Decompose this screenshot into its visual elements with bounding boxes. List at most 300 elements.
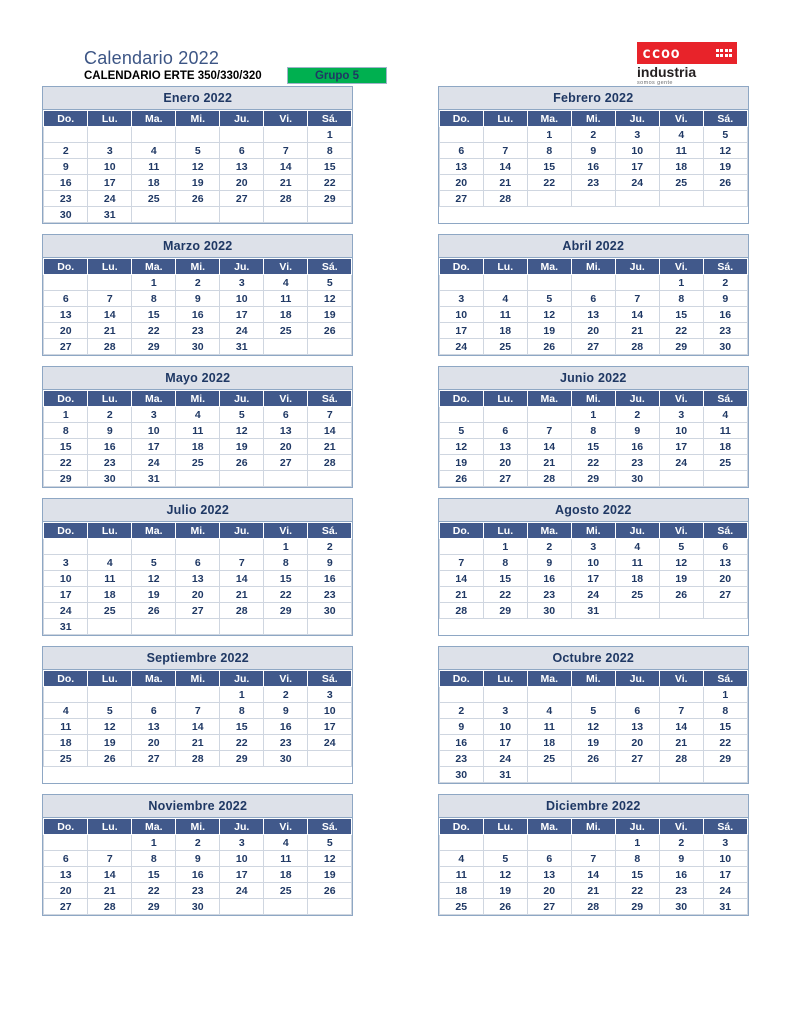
day-cell[interactable]: 15 xyxy=(703,719,747,735)
day-cell[interactable]: 28 xyxy=(176,751,220,767)
day-cell[interactable]: 10 xyxy=(483,719,527,735)
day-cell[interactable]: 30 xyxy=(703,339,747,355)
day-cell[interactable]: 19 xyxy=(659,571,703,587)
day-cell[interactable]: 5 xyxy=(703,127,747,143)
day-cell[interactable]: 14 xyxy=(615,307,659,323)
day-cell[interactable]: 25 xyxy=(439,899,483,915)
day-cell[interactable]: 23 xyxy=(615,455,659,471)
day-cell[interactable]: 16 xyxy=(264,719,308,735)
day-cell[interactable]: 12 xyxy=(308,851,352,867)
day-cell[interactable]: 14 xyxy=(264,159,308,175)
day-cell[interactable]: 6 xyxy=(44,291,88,307)
day-cell[interactable]: 26 xyxy=(132,603,176,619)
day-cell[interactable]: 24 xyxy=(439,339,483,355)
day-cell[interactable]: 2 xyxy=(703,275,747,291)
day-cell[interactable]: 28 xyxy=(220,603,264,619)
day-cell[interactable]: 13 xyxy=(615,719,659,735)
day-cell[interactable]: 23 xyxy=(176,323,220,339)
day-cell[interactable]: 10 xyxy=(659,423,703,439)
day-cell[interactable]: 1 xyxy=(571,407,615,423)
day-cell[interactable]: 10 xyxy=(439,307,483,323)
day-cell[interactable]: 17 xyxy=(220,867,264,883)
day-cell[interactable]: 8 xyxy=(264,555,308,571)
day-cell[interactable]: 12 xyxy=(88,719,132,735)
day-cell[interactable]: 26 xyxy=(703,175,747,191)
day-cell[interactable]: 11 xyxy=(615,555,659,571)
day-cell[interactable]: 31 xyxy=(44,619,88,635)
day-cell[interactable]: 23 xyxy=(439,751,483,767)
day-cell[interactable]: 18 xyxy=(264,867,308,883)
day-cell[interactable]: 4 xyxy=(527,703,571,719)
day-cell[interactable]: 11 xyxy=(132,159,176,175)
day-cell[interactable]: 6 xyxy=(483,423,527,439)
day-cell[interactable]: 23 xyxy=(88,455,132,471)
day-cell[interactable]: 3 xyxy=(483,703,527,719)
day-cell[interactable]: 18 xyxy=(88,587,132,603)
day-cell[interactable]: 8 xyxy=(659,291,703,307)
day-cell[interactable]: 6 xyxy=(220,143,264,159)
day-cell[interactable]: 4 xyxy=(44,703,88,719)
day-cell[interactable]: 2 xyxy=(659,835,703,851)
day-cell[interactable]: 7 xyxy=(264,143,308,159)
day-cell[interactable]: 29 xyxy=(44,471,88,487)
day-cell[interactable]: 21 xyxy=(176,735,220,751)
day-cell[interactable]: 29 xyxy=(571,471,615,487)
day-cell[interactable]: 2 xyxy=(571,127,615,143)
day-cell[interactable]: 13 xyxy=(527,867,571,883)
day-cell[interactable]: 4 xyxy=(176,407,220,423)
day-cell[interactable]: 25 xyxy=(703,455,747,471)
day-cell[interactable]: 7 xyxy=(176,703,220,719)
day-cell[interactable]: 11 xyxy=(264,291,308,307)
day-cell[interactable]: 7 xyxy=(308,407,352,423)
day-cell[interactable]: 18 xyxy=(659,159,703,175)
day-cell[interactable]: 21 xyxy=(264,175,308,191)
day-cell[interactable]: 15 xyxy=(308,159,352,175)
day-cell[interactable]: 9 xyxy=(264,703,308,719)
day-cell[interactable]: 4 xyxy=(264,275,308,291)
day-cell[interactable]: 24 xyxy=(220,323,264,339)
day-cell[interactable]: 16 xyxy=(44,175,88,191)
day-cell[interactable]: 11 xyxy=(439,867,483,883)
day-cell[interactable]: 24 xyxy=(88,191,132,207)
day-cell[interactable]: 3 xyxy=(132,407,176,423)
day-cell[interactable]: 20 xyxy=(527,883,571,899)
day-cell[interactable]: 16 xyxy=(176,307,220,323)
day-cell[interactable]: 6 xyxy=(527,851,571,867)
day-cell[interactable]: 1 xyxy=(483,539,527,555)
day-cell[interactable]: 14 xyxy=(308,423,352,439)
day-cell[interactable]: 6 xyxy=(439,143,483,159)
day-cell[interactable]: 22 xyxy=(571,455,615,471)
day-cell[interactable]: 25 xyxy=(483,339,527,355)
day-cell[interactable]: 27 xyxy=(439,191,483,207)
day-cell[interactable]: 26 xyxy=(176,191,220,207)
day-cell[interactable]: 19 xyxy=(527,323,571,339)
day-cell[interactable]: 8 xyxy=(308,143,352,159)
day-cell[interactable]: 20 xyxy=(264,439,308,455)
day-cell[interactable]: 21 xyxy=(88,883,132,899)
day-cell[interactable]: 9 xyxy=(615,423,659,439)
day-cell[interactable]: 25 xyxy=(44,751,88,767)
day-cell[interactable]: 25 xyxy=(132,191,176,207)
day-cell[interactable]: 14 xyxy=(220,571,264,587)
day-cell[interactable]: 24 xyxy=(483,751,527,767)
day-cell[interactable]: 18 xyxy=(703,439,747,455)
day-cell[interactable]: 4 xyxy=(439,851,483,867)
day-cell[interactable]: 23 xyxy=(571,175,615,191)
day-cell[interactable]: 2 xyxy=(44,143,88,159)
day-cell[interactable]: 6 xyxy=(264,407,308,423)
day-cell[interactable]: 17 xyxy=(571,571,615,587)
day-cell[interactable]: 27 xyxy=(571,339,615,355)
day-cell[interactable]: 4 xyxy=(264,835,308,851)
day-cell[interactable]: 1 xyxy=(527,127,571,143)
day-cell[interactable]: 23 xyxy=(527,587,571,603)
day-cell[interactable]: 29 xyxy=(615,899,659,915)
day-cell[interactable]: 26 xyxy=(527,339,571,355)
day-cell[interactable]: 21 xyxy=(308,439,352,455)
day-cell[interactable]: 3 xyxy=(615,127,659,143)
day-cell[interactable]: 25 xyxy=(659,175,703,191)
day-cell[interactable]: 7 xyxy=(439,555,483,571)
day-cell[interactable]: 2 xyxy=(264,687,308,703)
day-cell[interactable]: 9 xyxy=(88,423,132,439)
day-cell[interactable]: 30 xyxy=(308,603,352,619)
day-cell[interactable]: 19 xyxy=(132,587,176,603)
day-cell[interactable]: 1 xyxy=(132,835,176,851)
day-cell[interactable]: 15 xyxy=(527,159,571,175)
day-cell[interactable]: 4 xyxy=(615,539,659,555)
day-cell[interactable]: 21 xyxy=(615,323,659,339)
day-cell[interactable]: 9 xyxy=(703,291,747,307)
day-cell[interactable]: 27 xyxy=(264,455,308,471)
day-cell[interactable]: 9 xyxy=(44,159,88,175)
day-cell[interactable]: 29 xyxy=(483,603,527,619)
day-cell[interactable]: 14 xyxy=(483,159,527,175)
day-cell[interactable]: 1 xyxy=(308,127,352,143)
day-cell[interactable]: 24 xyxy=(44,603,88,619)
day-cell[interactable]: 15 xyxy=(571,439,615,455)
day-cell[interactable]: 6 xyxy=(615,703,659,719)
day-cell[interactable]: 28 xyxy=(615,339,659,355)
day-cell[interactable]: 22 xyxy=(703,735,747,751)
day-cell[interactable]: 11 xyxy=(88,571,132,587)
day-cell[interactable]: 27 xyxy=(176,603,220,619)
day-cell[interactable]: 7 xyxy=(571,851,615,867)
day-cell[interactable]: 23 xyxy=(308,587,352,603)
day-cell[interactable]: 3 xyxy=(220,835,264,851)
day-cell[interactable]: 30 xyxy=(44,207,88,223)
day-cell[interactable]: 29 xyxy=(220,751,264,767)
day-cell[interactable]: 31 xyxy=(571,603,615,619)
day-cell[interactable]: 21 xyxy=(220,587,264,603)
day-cell[interactable]: 8 xyxy=(132,851,176,867)
day-cell[interactable]: 22 xyxy=(44,455,88,471)
day-cell[interactable]: 15 xyxy=(483,571,527,587)
day-cell[interactable]: 17 xyxy=(615,159,659,175)
day-cell[interactable]: 9 xyxy=(571,143,615,159)
day-cell[interactable]: 11 xyxy=(483,307,527,323)
day-cell[interactable]: 11 xyxy=(176,423,220,439)
day-cell[interactable]: 21 xyxy=(659,735,703,751)
day-cell[interactable]: 15 xyxy=(220,719,264,735)
day-cell[interactable]: 21 xyxy=(439,587,483,603)
day-cell[interactable]: 10 xyxy=(88,159,132,175)
day-cell[interactable]: 9 xyxy=(527,555,571,571)
day-cell[interactable]: 29 xyxy=(703,751,747,767)
day-cell[interactable]: 22 xyxy=(659,323,703,339)
day-cell[interactable]: 7 xyxy=(615,291,659,307)
day-cell[interactable]: 22 xyxy=(220,735,264,751)
day-cell[interactable]: 21 xyxy=(527,455,571,471)
day-cell[interactable]: 7 xyxy=(220,555,264,571)
day-cell[interactable]: 12 xyxy=(527,307,571,323)
day-cell[interactable]: 24 xyxy=(615,175,659,191)
day-cell[interactable]: 17 xyxy=(703,867,747,883)
day-cell[interactable]: 13 xyxy=(220,159,264,175)
day-cell[interactable]: 30 xyxy=(176,339,220,355)
day-cell[interactable]: 10 xyxy=(220,851,264,867)
day-cell[interactable]: 30 xyxy=(527,603,571,619)
day-cell[interactable]: 30 xyxy=(88,471,132,487)
day-cell[interactable]: 5 xyxy=(88,703,132,719)
day-cell[interactable]: 30 xyxy=(264,751,308,767)
day-cell[interactable]: 27 xyxy=(132,751,176,767)
day-cell[interactable]: 10 xyxy=(615,143,659,159)
day-cell[interactable]: 20 xyxy=(132,735,176,751)
day-cell[interactable]: 20 xyxy=(615,735,659,751)
day-cell[interactable]: 22 xyxy=(527,175,571,191)
day-cell[interactable]: 7 xyxy=(88,851,132,867)
day-cell[interactable]: 8 xyxy=(527,143,571,159)
day-cell[interactable]: 30 xyxy=(176,899,220,915)
day-cell[interactable]: 9 xyxy=(439,719,483,735)
day-cell[interactable]: 18 xyxy=(615,571,659,587)
day-cell[interactable]: 6 xyxy=(176,555,220,571)
day-cell[interactable]: 12 xyxy=(483,867,527,883)
day-cell[interactable]: 26 xyxy=(483,899,527,915)
day-cell[interactable]: 16 xyxy=(659,867,703,883)
day-cell[interactable]: 23 xyxy=(264,735,308,751)
day-cell[interactable]: 27 xyxy=(483,471,527,487)
day-cell[interactable]: 28 xyxy=(308,455,352,471)
day-cell[interactable]: 29 xyxy=(659,339,703,355)
day-cell[interactable]: 8 xyxy=(571,423,615,439)
day-cell[interactable]: 16 xyxy=(88,439,132,455)
day-cell[interactable]: 30 xyxy=(659,899,703,915)
day-cell[interactable]: 24 xyxy=(220,883,264,899)
day-cell[interactable]: 29 xyxy=(264,603,308,619)
day-cell[interactable]: 19 xyxy=(308,867,352,883)
day-cell[interactable]: 17 xyxy=(88,175,132,191)
day-cell[interactable]: 8 xyxy=(132,291,176,307)
day-cell[interactable]: 15 xyxy=(615,867,659,883)
day-cell[interactable]: 1 xyxy=(44,407,88,423)
day-cell[interactable]: 2 xyxy=(176,835,220,851)
day-cell[interactable]: 11 xyxy=(703,423,747,439)
day-cell[interactable]: 19 xyxy=(571,735,615,751)
day-cell[interactable]: 25 xyxy=(527,751,571,767)
day-cell[interactable]: 5 xyxy=(132,555,176,571)
day-cell[interactable]: 31 xyxy=(483,767,527,783)
day-cell[interactable]: 29 xyxy=(308,191,352,207)
day-cell[interactable]: 19 xyxy=(308,307,352,323)
day-cell[interactable]: 16 xyxy=(615,439,659,455)
day-cell[interactable]: 3 xyxy=(220,275,264,291)
day-cell[interactable]: 9 xyxy=(659,851,703,867)
day-cell[interactable]: 26 xyxy=(659,587,703,603)
day-cell[interactable]: 5 xyxy=(571,703,615,719)
day-cell[interactable]: 20 xyxy=(439,175,483,191)
day-cell[interactable]: 7 xyxy=(527,423,571,439)
day-cell[interactable]: 31 xyxy=(703,899,747,915)
day-cell[interactable]: 27 xyxy=(703,587,747,603)
day-cell[interactable]: 21 xyxy=(483,175,527,191)
day-cell[interactable]: 4 xyxy=(483,291,527,307)
day-cell[interactable]: 22 xyxy=(615,883,659,899)
day-cell[interactable]: 2 xyxy=(88,407,132,423)
day-cell[interactable]: 9 xyxy=(308,555,352,571)
day-cell[interactable]: 19 xyxy=(176,175,220,191)
day-cell[interactable]: 12 xyxy=(308,291,352,307)
day-cell[interactable]: 11 xyxy=(44,719,88,735)
day-cell[interactable]: 22 xyxy=(308,175,352,191)
day-cell[interactable]: 11 xyxy=(527,719,571,735)
day-cell[interactable]: 16 xyxy=(176,867,220,883)
day-cell[interactable]: 8 xyxy=(483,555,527,571)
day-cell[interactable]: 22 xyxy=(264,587,308,603)
day-cell[interactable]: 20 xyxy=(571,323,615,339)
day-cell[interactable]: 27 xyxy=(220,191,264,207)
day-cell[interactable]: 31 xyxy=(132,471,176,487)
day-cell[interactable]: 24 xyxy=(132,455,176,471)
day-cell[interactable]: 30 xyxy=(615,471,659,487)
day-cell[interactable]: 13 xyxy=(703,555,747,571)
day-cell[interactable]: 14 xyxy=(659,719,703,735)
day-cell[interactable]: 16 xyxy=(527,571,571,587)
day-cell[interactable]: 14 xyxy=(88,867,132,883)
day-cell[interactable]: 7 xyxy=(88,291,132,307)
day-cell[interactable]: 5 xyxy=(308,835,352,851)
day-cell[interactable]: 12 xyxy=(659,555,703,571)
day-cell[interactable]: 11 xyxy=(264,851,308,867)
day-cell[interactable]: 20 xyxy=(44,883,88,899)
day-cell[interactable]: 23 xyxy=(703,323,747,339)
day-cell[interactable]: 17 xyxy=(308,719,352,735)
day-cell[interactable]: 19 xyxy=(703,159,747,175)
day-cell[interactable]: 6 xyxy=(571,291,615,307)
day-cell[interactable]: 1 xyxy=(264,539,308,555)
day-cell[interactable]: 3 xyxy=(571,539,615,555)
day-cell[interactable]: 14 xyxy=(439,571,483,587)
day-cell[interactable]: 13 xyxy=(439,159,483,175)
day-cell[interactable]: 3 xyxy=(88,143,132,159)
day-cell[interactable]: 23 xyxy=(44,191,88,207)
day-cell[interactable]: 21 xyxy=(88,323,132,339)
day-cell[interactable]: 12 xyxy=(176,159,220,175)
day-cell[interactable]: 6 xyxy=(703,539,747,555)
day-cell[interactable]: 7 xyxy=(483,143,527,159)
day-cell[interactable]: 1 xyxy=(132,275,176,291)
day-cell[interactable]: 22 xyxy=(483,587,527,603)
day-cell[interactable]: 5 xyxy=(176,143,220,159)
day-cell[interactable]: 23 xyxy=(659,883,703,899)
day-cell[interactable]: 15 xyxy=(264,571,308,587)
day-cell[interactable]: 25 xyxy=(264,883,308,899)
day-cell[interactable]: 22 xyxy=(132,883,176,899)
day-cell[interactable]: 2 xyxy=(527,539,571,555)
day-cell[interactable]: 15 xyxy=(132,307,176,323)
day-cell[interactable]: 10 xyxy=(44,571,88,587)
day-cell[interactable]: 24 xyxy=(703,883,747,899)
day-cell[interactable]: 8 xyxy=(44,423,88,439)
day-cell[interactable]: 12 xyxy=(571,719,615,735)
day-cell[interactable]: 3 xyxy=(44,555,88,571)
day-cell[interactable]: 6 xyxy=(132,703,176,719)
day-cell[interactable]: 15 xyxy=(132,867,176,883)
day-cell[interactable]: 19 xyxy=(439,455,483,471)
day-cell[interactable]: 18 xyxy=(439,883,483,899)
day-cell[interactable]: 26 xyxy=(571,751,615,767)
day-cell[interactable]: 2 xyxy=(615,407,659,423)
day-cell[interactable]: 5 xyxy=(659,539,703,555)
day-cell[interactable]: 10 xyxy=(220,291,264,307)
day-cell[interactable]: 16 xyxy=(439,735,483,751)
day-cell[interactable]: 25 xyxy=(88,603,132,619)
day-cell[interactable]: 13 xyxy=(483,439,527,455)
day-cell[interactable]: 14 xyxy=(88,307,132,323)
day-cell[interactable]: 13 xyxy=(264,423,308,439)
day-cell[interactable]: 29 xyxy=(132,339,176,355)
day-cell[interactable]: 27 xyxy=(615,751,659,767)
day-cell[interactable]: 28 xyxy=(88,899,132,915)
day-cell[interactable]: 3 xyxy=(439,291,483,307)
day-cell[interactable]: 5 xyxy=(308,275,352,291)
day-cell[interactable]: 20 xyxy=(703,571,747,587)
day-cell[interactable]: 12 xyxy=(132,571,176,587)
day-cell[interactable]: 25 xyxy=(615,587,659,603)
day-cell[interactable]: 18 xyxy=(527,735,571,751)
day-cell[interactable]: 1 xyxy=(703,687,747,703)
day-cell[interactable]: 13 xyxy=(571,307,615,323)
day-cell[interactable]: 26 xyxy=(220,455,264,471)
day-cell[interactable]: 6 xyxy=(44,851,88,867)
day-cell[interactable]: 8 xyxy=(615,851,659,867)
day-cell[interactable]: 21 xyxy=(571,883,615,899)
day-cell[interactable]: 8 xyxy=(703,703,747,719)
day-cell[interactable]: 9 xyxy=(176,291,220,307)
day-cell[interactable]: 16 xyxy=(308,571,352,587)
day-cell[interactable]: 16 xyxy=(571,159,615,175)
day-cell[interactable]: 28 xyxy=(571,899,615,915)
day-cell[interactable]: 4 xyxy=(703,407,747,423)
day-cell[interactable]: 30 xyxy=(439,767,483,783)
day-cell[interactable]: 11 xyxy=(659,143,703,159)
day-cell[interactable]: 5 xyxy=(483,851,527,867)
day-cell[interactable]: 4 xyxy=(88,555,132,571)
day-cell[interactable]: 13 xyxy=(176,571,220,587)
day-cell[interactable]: 24 xyxy=(659,455,703,471)
day-cell[interactable]: 12 xyxy=(220,423,264,439)
day-cell[interactable]: 19 xyxy=(220,439,264,455)
day-cell[interactable]: 28 xyxy=(659,751,703,767)
day-cell[interactable]: 18 xyxy=(44,735,88,751)
day-cell[interactable]: 26 xyxy=(308,883,352,899)
day-cell[interactable]: 14 xyxy=(527,439,571,455)
day-cell[interactable]: 18 xyxy=(264,307,308,323)
day-cell[interactable]: 8 xyxy=(220,703,264,719)
